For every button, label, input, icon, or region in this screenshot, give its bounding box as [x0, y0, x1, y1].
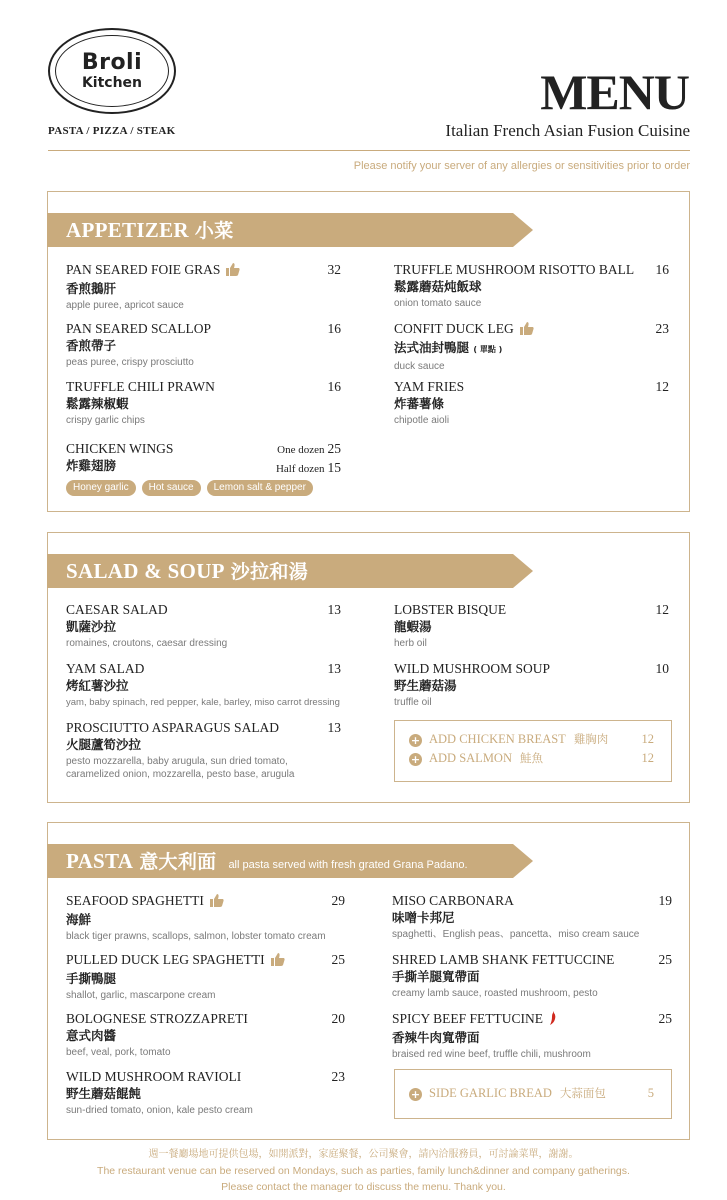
- item-price: 25: [658, 952, 672, 967]
- item-description: sun-dried tomato, onion, kale pesto cream: [66, 1105, 253, 1116]
- plus-icon: +: [410, 753, 421, 766]
- pasta-banner: [47, 844, 533, 878]
- chili-icon: [549, 1011, 557, 1029]
- page-title: MENU: [540, 64, 689, 120]
- appetizer-title-cn: 小菜: [194, 220, 234, 242]
- pasta-title-cn: 意大利面: [139, 851, 217, 873]
- menu-item: [66, 601, 341, 650]
- item-name-cn: 火腿蘆筍沙拉: [66, 737, 142, 752]
- item-price: 12: [655, 379, 669, 394]
- item-name-cn: 法式油封鴨腿: [394, 340, 470, 355]
- plus-icon: +: [410, 734, 421, 747]
- item-name: PROSCIUTTO ASPARAGUS SALAD: [66, 720, 280, 735]
- item-name-cn: 野生蘑菇湯: [394, 678, 457, 693]
- item-description: peas puree, crispy prosciutto: [66, 357, 194, 368]
- menu-item: [66, 1010, 345, 1059]
- menu-item: [392, 951, 672, 1000]
- thumbs-up-icon: [271, 953, 285, 970]
- item-name-cn: 鬆露蘑菇炖飯球: [394, 279, 482, 294]
- cuisine-subtitle: Italian French Asian Fusion Cuisine: [445, 121, 690, 140]
- logo-line-2: Kitchen: [81, 75, 143, 91]
- item-price: 12: [655, 602, 669, 617]
- item-price: 19: [658, 893, 672, 908]
- menu-item: [394, 601, 669, 650]
- item-price: 23: [655, 321, 669, 336]
- item-description: black tiger prawns, scallops, salmon, lobster tomato cream: [66, 931, 326, 942]
- chicken-wings-item: [66, 440, 341, 474]
- item-name: YAM SALAD: [66, 661, 145, 676]
- item-name-cn: 龍蝦湯: [394, 619, 432, 634]
- menu-item: [66, 378, 341, 427]
- side-name-cn: 大蒜面包: [559, 1086, 606, 1100]
- item-price: 13: [327, 720, 341, 735]
- item-name-cn: 鬆露辣椒蝦: [66, 396, 129, 411]
- item-name: SPICY BEEF FETTUCINE: [392, 1011, 544, 1026]
- item-name: WILD MUSHROOM SOUP: [394, 661, 551, 676]
- salad-soup-banner: [47, 554, 533, 588]
- wings-flavor-tags: [66, 480, 313, 496]
- item-price: 23: [331, 1069, 345, 1084]
- menu-item: [394, 261, 669, 310]
- addon-price: 12: [641, 732, 654, 746]
- footer-en-1: The restaurant venue can be reserved on Mondays, such as parties, family lunch&dinner and company gatherings.: [97, 1165, 630, 1177]
- item-price: 13: [327, 602, 341, 617]
- item-description: spaghetti、English peas、pancetta、miso cream sauce: [392, 929, 640, 940]
- item-name-cn: 手撕鴨腿: [66, 971, 117, 986]
- pasta-title: PASTA: [66, 849, 134, 873]
- item-price: 16: [655, 262, 669, 277]
- footer-notice: [0, 1147, 727, 1195]
- item-name: PULLED DUCK LEG SPAGHETTI: [66, 952, 265, 967]
- menu-item: [392, 892, 672, 941]
- item-description: creamy lamb sauce, roasted mushroom, pesto: [392, 988, 598, 999]
- item-name: MISO CARBONARA: [392, 893, 514, 908]
- appetizer-banner: [47, 213, 533, 247]
- item-description: duck sauce: [394, 361, 445, 372]
- item-name: LOBSTER BISQUE: [394, 602, 507, 617]
- menu-item: [66, 719, 341, 781]
- pasta-side-box: [394, 1069, 672, 1119]
- item-price: 16: [327, 321, 341, 336]
- flavor-tag: Honey garlic: [66, 480, 136, 496]
- menu-item: [66, 660, 348, 709]
- item-price: 20: [331, 1011, 345, 1026]
- item-price: 25: [658, 1011, 672, 1026]
- item-name-cn: 香辣牛肉寬帶面: [392, 1030, 480, 1045]
- addon-row: [409, 731, 654, 748]
- plus-icon: +: [410, 1088, 421, 1101]
- item-name: SEAFOOD SPAGHETTI: [66, 893, 204, 908]
- wings-qty-half-dozen: Half dozen: [275, 463, 325, 475]
- thumbs-up-icon: [520, 322, 534, 339]
- salad-soup-title: SALAD & SOUP: [66, 559, 225, 583]
- menu-item: [394, 320, 669, 373]
- item-price: 13: [327, 661, 341, 676]
- addon-name-cn: 鮭魚: [520, 751, 543, 765]
- item-name-cn: 炸雞翅膀: [66, 458, 117, 473]
- wings-price-dozen: 25: [327, 441, 341, 456]
- footer-en-2: Please contact the manager to discuss the menu. Thank you.: [221, 1181, 506, 1193]
- item-name: PAN SEARED FOIE GRAS: [66, 262, 221, 277]
- item-description: shallot, garlic, mascarpone cream: [66, 990, 216, 1001]
- header-divider: [48, 150, 690, 151]
- item-name-cn: 味噌卡邦尼: [392, 910, 455, 925]
- addon-name: ADD CHICKEN BREAST: [429, 732, 566, 746]
- thumbs-up-icon: [226, 263, 240, 280]
- item-name-cn: 手撕羊腿寬帶面: [392, 969, 480, 984]
- item-name: SHRED LAMB SHANK FETTUCCINE: [392, 952, 615, 967]
- menu-item: [394, 660, 669, 709]
- item-name-cn: 野生蘑菇餛飩: [66, 1086, 142, 1101]
- item-name: BOLOGNESE STROZZAPRETI: [66, 1011, 248, 1026]
- flavor-tag: Hot sauce: [142, 480, 201, 496]
- item-name-cn: 海鮮: [66, 912, 92, 927]
- item-description: braised red wine beef, truffle chili, mushroom: [392, 1049, 591, 1060]
- item-description: chipotle aioli: [394, 415, 450, 426]
- item-name: YAM FRIES: [394, 379, 465, 394]
- menu-item: [66, 1068, 345, 1117]
- flavor-tag: Lemon salt & pepper: [207, 480, 313, 496]
- salad-addons-box: [394, 720, 672, 782]
- allergy-notice: Please notify your server of any allergies or sensitivities prior to order: [353, 160, 690, 172]
- tagline: PASTA / PIZZA / STEAK: [48, 125, 176, 137]
- pasta-note: all pasta served with fresh grated Grana Padano.: [228, 859, 468, 871]
- item-name: CAESAR SALAD: [66, 602, 168, 617]
- salad-soup-title-cn: 沙拉和湯: [230, 561, 308, 583]
- item-description: apple puree, apricot sauce: [66, 300, 184, 311]
- item-description: beef, veal, pork, tomato: [66, 1047, 171, 1058]
- broli-kitchen-logo: [48, 28, 176, 114]
- wings-price-half-dozen: 15: [327, 460, 341, 475]
- item-name: TRUFFLE MUSHROOM RISOTTO BALL: [394, 262, 635, 277]
- item-name-cn-note: ( 單點 ): [473, 345, 503, 354]
- appetizer-title: APPETIZER: [66, 218, 189, 242]
- item-price: 32: [327, 262, 341, 277]
- item-description: romaines, croutons, caesar dressing: [66, 638, 228, 649]
- menu-item: [66, 951, 345, 1002]
- item-name: CONFIT DUCK LEG: [394, 321, 514, 336]
- item-description: truffle oil: [394, 697, 432, 708]
- item-name-cn: 凱薩沙拉: [66, 619, 117, 634]
- item-name: CHICKEN WINGS: [66, 441, 174, 456]
- addon-name-cn: 雞胸肉: [573, 732, 609, 746]
- item-price: 10: [655, 661, 669, 676]
- item-name: TRUFFLE CHILI PRAWN: [66, 379, 215, 394]
- menu-item: [394, 378, 669, 427]
- item-price: 29: [331, 893, 345, 908]
- item-name: WILD MUSHROOM RAVIOLI: [66, 1069, 242, 1084]
- logo-line-1: Broli: [81, 50, 143, 75]
- item-name-cn: 炸蕃薯條: [394, 396, 445, 411]
- side-name: SIDE GARLIC BREAD: [429, 1086, 552, 1100]
- item-name-cn: 香煎帶子: [66, 338, 117, 353]
- addon-row: [409, 750, 654, 767]
- addon-price: 12: [641, 751, 654, 765]
- item-description: onion tomato sauce: [394, 298, 482, 309]
- wings-qty-dozen: One dozen: [277, 444, 325, 456]
- menu-item: [66, 892, 345, 943]
- menu-item: [66, 261, 341, 312]
- item-name-cn: 烤紅薯沙拉: [66, 678, 129, 693]
- menu-item: [66, 320, 341, 369]
- item-description: crispy garlic chips: [66, 415, 145, 426]
- item-name-cn: 香煎鵝肝: [66, 281, 117, 296]
- side-row: [409, 1085, 654, 1102]
- item-name: PAN SEARED SCALLOP: [66, 321, 212, 336]
- item-description: yam, baby spinach, red pepper, kale, barley, miso carrot dressing: [66, 697, 340, 708]
- item-price: 25: [331, 952, 345, 967]
- side-price: 5: [647, 1086, 654, 1100]
- addon-name: ADD SALMON: [429, 751, 512, 765]
- item-description: herb oil: [394, 638, 427, 649]
- menu-item: [392, 1010, 672, 1061]
- item-name-cn: 意式肉醬: [66, 1028, 117, 1043]
- thumbs-up-icon: [210, 894, 224, 911]
- item-description: pesto mozzarella, baby arugula, sun dried tomato, caramelized onion, mozzarella, pesto base, arugula: [66, 756, 295, 780]
- footer-cn: 週一餐廳場地可提供包場，如開派對，家庭聚餐，公司聚會，請內洽服務員，可討論菜單，謝謝。: [148, 1149, 579, 1160]
- item-price: 16: [327, 379, 341, 394]
